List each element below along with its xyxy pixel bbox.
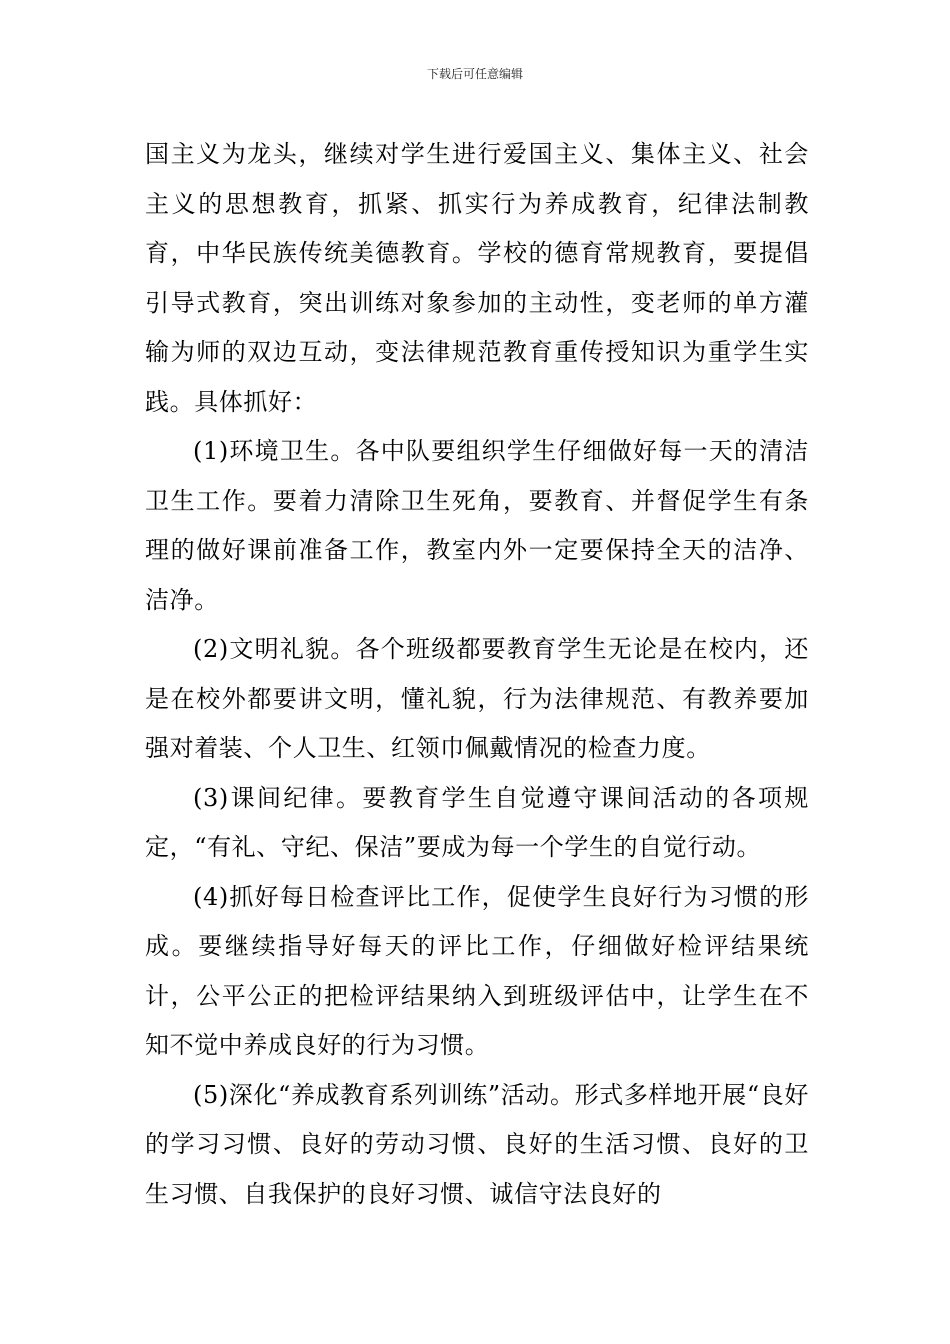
paragraph-item-2: (2)文明礼貌。各个班级都要教育学生无论是在校内，还是在校外都要讲文明，懂礼貌，行为法律规范、有教养要加强对着装、个人卫生、红领巾佩戴情况的检查力度。 <box>145 635 809 762</box>
paragraph-item-3: (3)课间纪律。要教育学生自觉遵守课间活动的各项规定，“有礼、守纪、保洁”要成为每一个学生的自觉行动。 <box>145 783 809 861</box>
paragraph-item-5: (5)深化“养成教育系列训练”活动。形式多样地开展“良好的学习习惯、良好的劳动习惯、良好的生活习惯、良好的卫生习惯、自我保护的良好习惯、诚信守法良好的 <box>145 1080 809 1208</box>
document-body <box>145 130 809 1219</box>
page-header-note: 下载后可任意编辑 <box>426 67 523 81</box>
paragraph-item-4: (4)抓好每日检查评比工作，促使学生良好行为习惯的形成。要继续指导好每天的评比工作，仔细做好检评结果统计，公平公正的把检评结果纳入到班级评估中，让学生在不知不觉中养成良好的行为习惯。 <box>145 882 809 1059</box>
paragraph-continuation: 国主义为龙头，继续对学生进行爱国主义、集体主义、社会主义的思想教育，抓紧、抓实行为养成教育，纪律法制教育，中华民族传统美德教育。学校的德育常规教育，要提倡引导式教育，突出训练对象参加的主动性，变老师的单方灌输为师的双边互动，变法律规范教育重传授知识为重学生实践。具体抓好： <box>145 140 809 416</box>
paragraph-item-1: (1)环境卫生。各中队要组织学生仔细做好每一天的清洁卫生工作。要着力清除卫生死角，要教育、并督促学生有条理的做好课前准备工作，教室内外一定要保持全天的洁净、洁净。 <box>145 437 809 614</box>
